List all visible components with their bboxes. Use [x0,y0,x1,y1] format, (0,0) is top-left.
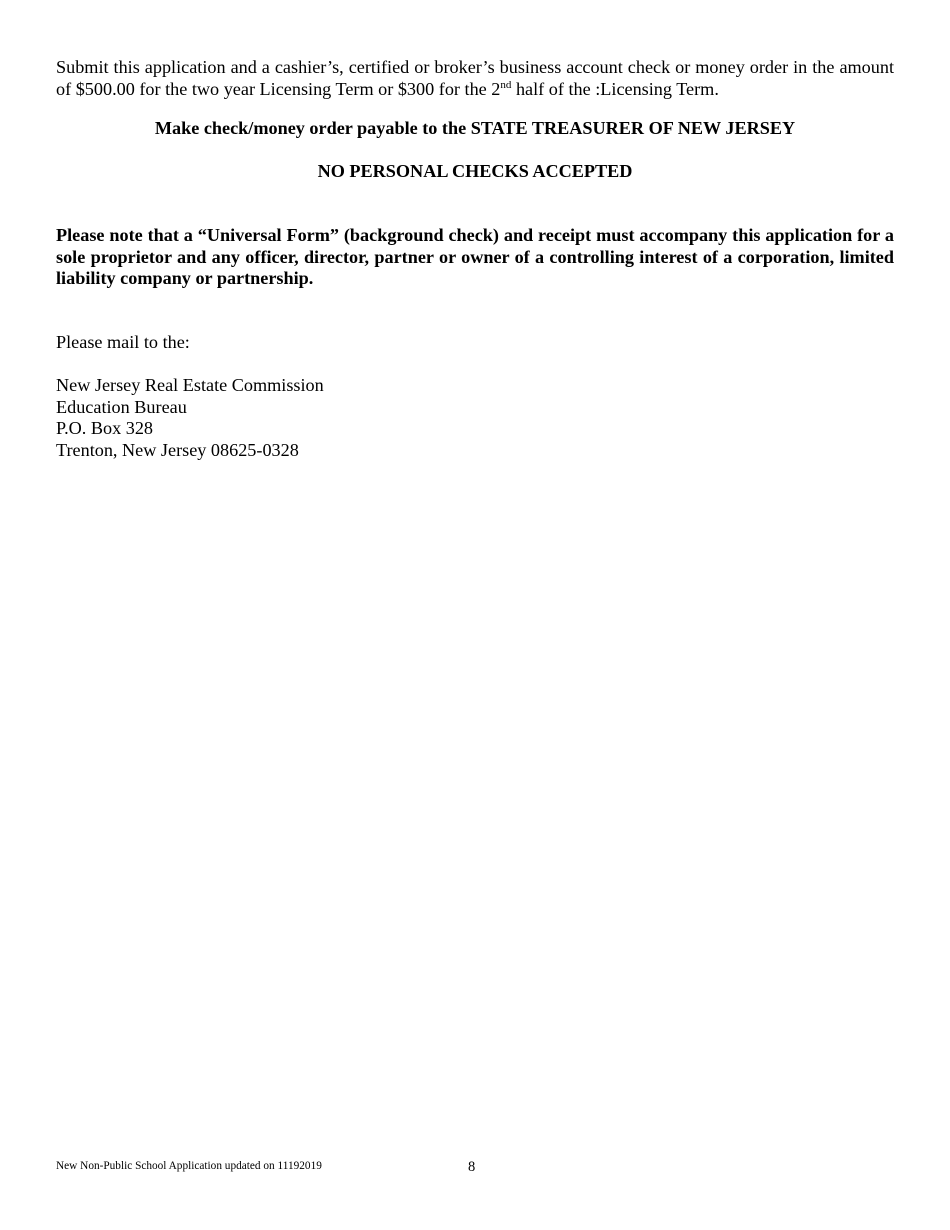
no-personal-checks-notice: NO PERSONAL CHECKS ACCEPTED [317,161,633,181]
submit-instructions-ending: half of the :Licensing Term. [511,78,719,99]
footer-document-version: New Non-Public School Application updated on 11192019 [56,1160,322,1172]
submit-instructions-text: Submit this application and a cashier’s, certified or broker’s business account check or money order in the amount of $500.00 for the two year Licensing Term or $300 for the 2 [56,57,894,99]
mail-instruction: Please mail to the: [56,332,190,352]
address-line-city-state-zip: Trenton, New Jersey 08625-0328 [56,439,299,460]
address-line-po-box: P.O. Box 328 [56,418,154,438]
submit-instructions-paragraph [56,57,894,100]
address-line-bureau: Education Bureau [56,396,187,417]
page-number: 8 [468,1159,476,1175]
universal-form-note: Please note that a “Universal Form” (background check) and receipt must accompany this application for a sole proprietor and any officer, director, partner or owner of a controlling interest of a corporation, limited liability company or partnership. [56,225,894,288]
ordinal-superscript: nd [500,79,512,92]
mailing-address [56,375,894,461]
payable-notice: Make check/money order payable to the STATE TREASURER OF NEW JERSEY [154,118,796,138]
address-line-organization: New Jersey Real Estate Commission [56,375,324,395]
